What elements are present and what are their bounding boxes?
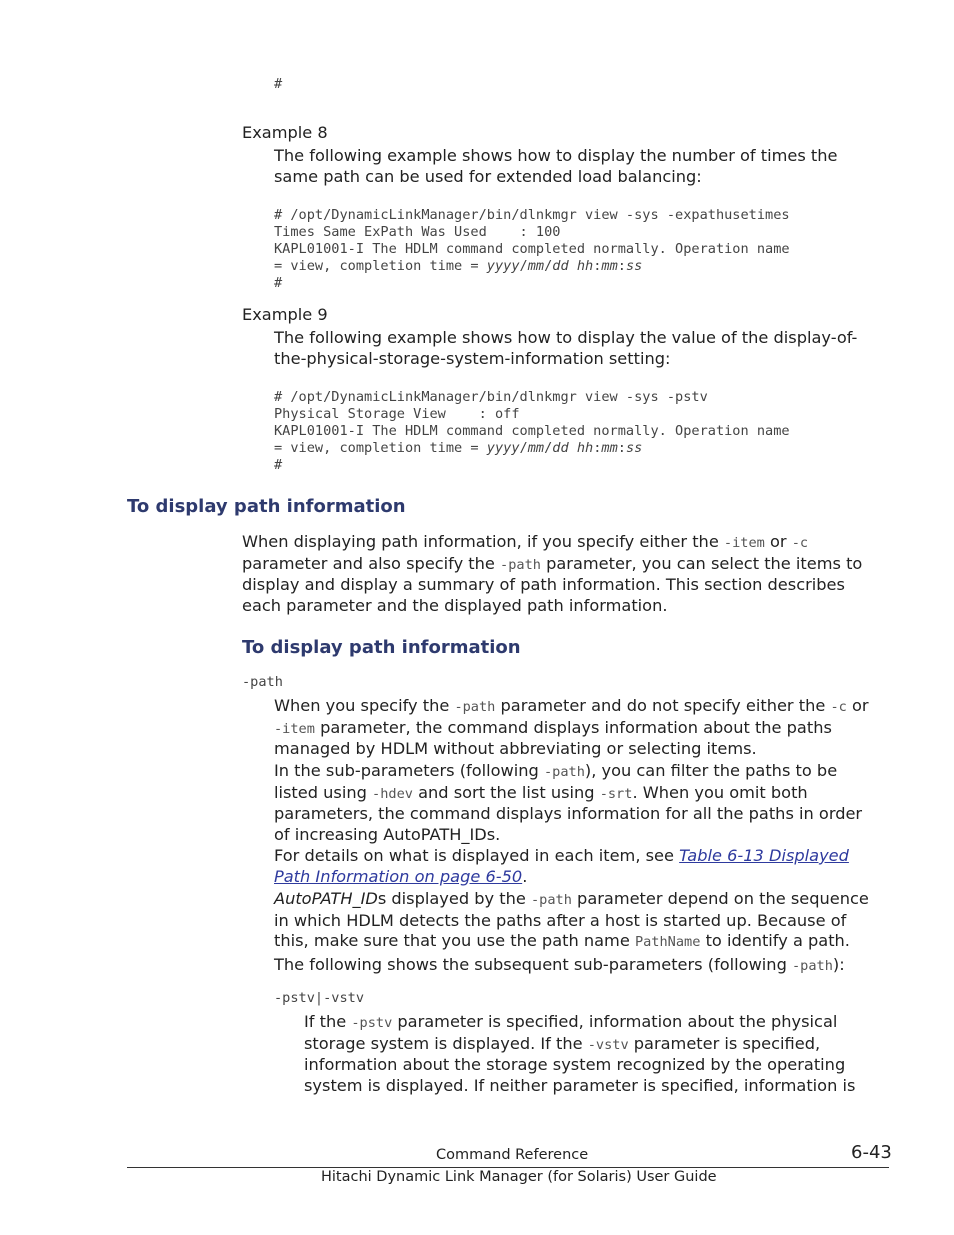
example-8-label: Example 8 [242,123,328,142]
subsection-heading: To display path information [242,637,521,658]
sub-parameter-name: -pstv|-vstv [274,990,365,1006]
section-heading: To display path information [127,496,406,517]
section-intro-paragraph: When displaying path information, if you specify either the -item or -c parameter and also specify the -path parameter, you can select the items to display and display a summary of path information. This section describes each parameter and the displayed path information. [242,532,863,615]
subsequent-params-paragraph: The following shows the subsequent sub-parameters (following -path): [274,955,845,974]
page-number: 6-43 [851,1142,892,1163]
path-param-description: When you specify the -path parameter and do not specify either the -c or -item parameter, the command displays information about the paths managed by HDLM without abbreviating or selecting items. [274,696,869,758]
details-paragraph: For details on what is displayed in each item, see Table 6-13 Displayed Path Information on page 6-50. [274,846,849,886]
footer-divider [127,1167,889,1168]
pstv-vstv-description: If the -pstv parameter is specified, information about the physical storage system is displayed. If the -vstv parameter is specified, information about the storage system recognized by the operating system is displayed. If neither parameter is specified, information is [304,1012,856,1095]
page-reference-link[interactable]: Path Information on page 6-50 [274,866,523,886]
example-9-description: The following example shows how to display the value of the display-of- the-physical-storage-system-information setting: [274,328,858,368]
example-8-description: The following example shows how to display the number of times the same path can be used for extended load balancing: [274,146,838,186]
parameter-name: -path [242,674,283,690]
example-9-code-block: # /opt/DynamicLinkManager/bin/dlnkmgr view -sys -pstv Physical Storage View : off KAPL01001-I The HDLM command completed normally. Operation name = view, completion time = yyyy/mm/dd hh:mm:ss # [274,389,790,473]
example-9-label: Example 9 [242,305,328,324]
footer-guide-title: Hitachi Dynamic Link Manager (for Solaris) User Guide [321,1169,717,1185]
code-line: # [274,76,283,92]
sub-parameter-paragraph: In the sub-parameters (following -path), you can filter the paths to be listed using -hdev and sort the list using -srt. When you omit both parameters, the command displays information for all the paths in order of increasing AutoPATH_IDs. [274,761,863,844]
autopath-paragraph: AutoPATH_IDs displayed by the -path parameter depend on the sequence in which HDLM detects the paths after a host is started up. Because of this, make sure that you use the path name PathName to identify a path. [274,889,869,950]
table-reference-link[interactable]: Table 6-13 Displayed [679,846,849,865]
footer-chapter-title: Command Reference [436,1147,589,1163]
example-8-code-block: # /opt/DynamicLinkManager/bin/dlnkmgr view -sys -expathusetimes Times Same ExPath Was Used : 100 KAPL01001-I The HDLM command completed normally. Operation name = view, completion time = yyyy/mm/dd hh:mm:ss # [274,207,790,291]
